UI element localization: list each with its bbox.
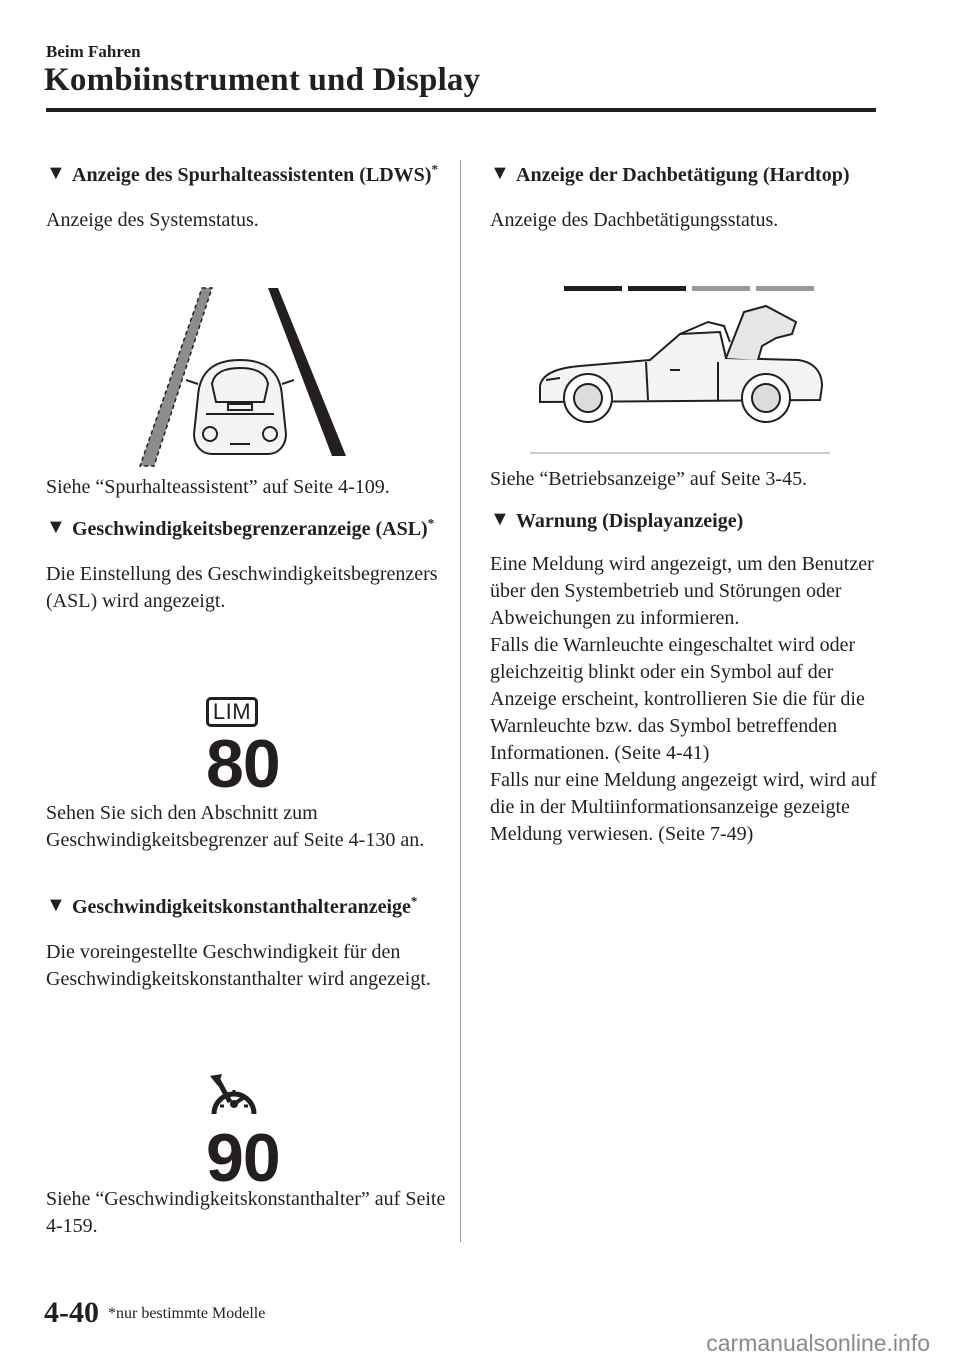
warning-paragraph-2: Falls die Warnleuchte eingeschaltet wird oder gleichzeitig blinkt oder ein Symbol auf der Anzeige erscheint, kontrollieren Sie die für die Warnleuchte bzw. das Symbol betreffenden Informationen. (Seite 4-41) xyxy=(490,634,865,764)
warning-paragraph-3: Falls nur eine Meldung angezeigt wird, wird auf die in der Multiinformationsanzeige gezeigte Meldung verwiesen. (Seite 7-49) xyxy=(490,769,877,845)
triangle-bullet-icon: ▼ xyxy=(46,894,66,916)
triangle-bullet-icon: ▼ xyxy=(46,516,66,538)
watermark: carmanualsonline.info xyxy=(706,1330,930,1356)
heading-text: Anzeige des Spurhalteassistenten (LDWS) xyxy=(72,164,432,186)
asterisk-mark: * xyxy=(427,515,435,531)
cruise-speed-value: 90 xyxy=(206,1120,280,1196)
triangle-bullet-icon: ▼ xyxy=(46,162,66,184)
section-heading-roof xyxy=(490,160,890,191)
ldws-reference: Siehe “Spurhalteassistent” auf Seite 4-109. xyxy=(46,476,390,498)
roof-operation-figure xyxy=(530,282,830,458)
cruise-control-icon xyxy=(206,1074,262,1126)
asterisk-mark: * xyxy=(431,161,438,177)
section-heading-asl xyxy=(46,514,446,545)
heading-text: Geschwindigkeitsbegrenzeranzeige (ASL) xyxy=(72,518,428,540)
column-divider xyxy=(460,160,461,1242)
limit-indicator-icon: LIM xyxy=(206,697,258,727)
warning-paragraph-1: Eine Meldung wird angezeigt, um den Benutzer über den Systembetrieb und Störungen oder Abweichungen zu informieren. xyxy=(490,553,874,629)
section-heading-cruise xyxy=(46,892,446,923)
chapter-label: Beim Fahren xyxy=(46,42,141,61)
section-warning xyxy=(490,506,890,848)
section-ldws xyxy=(46,160,446,234)
asl-reference: Sehen Sie sich den Abschnitt zum Geschwindigkeitsbegrenzer auf Seite 4-130 an. xyxy=(46,802,425,851)
asterisk-mark: * xyxy=(410,893,418,909)
cruise-description: Die voreingestellte Geschwindigkeit für den Geschwindigkeitskonstanthalter wird angezeigt. xyxy=(46,941,431,990)
section-heading-warning xyxy=(490,506,890,537)
asl-speed-value: 80 xyxy=(206,726,280,802)
section-cruise xyxy=(46,892,446,993)
ldws-description: Anzeige des Systemstatus. xyxy=(46,209,259,231)
asl-description: Die Einstellung des Geschwindigkeitsbegrenzers (ASL) wird angezeigt. xyxy=(46,563,438,612)
section-heading-ldws xyxy=(46,160,446,191)
heading-text: Anzeige der Dachbetätigung (Hardtop) xyxy=(516,164,850,186)
roof-description: Anzeige des Dachbetätigungsstatus. xyxy=(490,209,779,231)
ground-line xyxy=(530,452,830,454)
car-rear-icon xyxy=(186,360,294,454)
section-asl xyxy=(46,514,446,615)
roof-reference: Siehe “Betriebsanzeige” auf Seite 3-45. xyxy=(490,468,808,490)
page-number: 4-40 xyxy=(44,1296,99,1329)
footnote: *nur bestimmte Modelle xyxy=(108,1305,266,1322)
heading-text: Geschwindigkeitskonstanthalteranzeige xyxy=(72,896,411,918)
page-title: Kombiinstrument und Display xyxy=(44,62,481,98)
triangle-bullet-icon: ▼ xyxy=(490,162,510,184)
roof-progress-bar xyxy=(564,286,814,291)
section-roof xyxy=(490,160,890,234)
title-divider xyxy=(46,108,876,112)
triangle-bullet-icon: ▼ xyxy=(490,508,510,530)
cruise-reference: Siehe “Geschwindigkeitskonstanthalter” auf Seite 4-159. xyxy=(46,1188,446,1237)
heading-text: Warnung (Displayanzeige) xyxy=(516,510,744,532)
lane-departure-figure xyxy=(130,284,350,468)
car-side-icon xyxy=(540,306,822,422)
